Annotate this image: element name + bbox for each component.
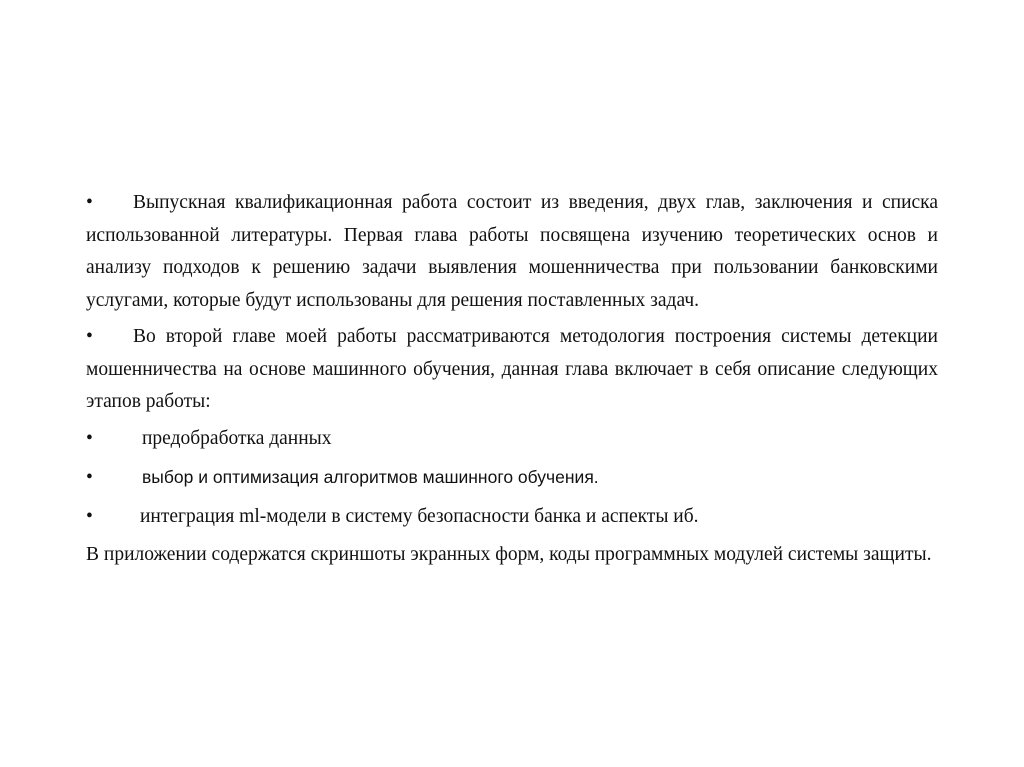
list-item-text: выбор и оптимизация алгоритмов машинного обучения. — [142, 467, 599, 487]
paragraph-appendix: В приложении содержатся скриншоты экранных форм, коды программных модулей системы защиты. — [86, 544, 932, 565]
list-item-text: интеграция ml-модели в систему безопасности банка и аспекты иб. — [140, 505, 699, 527]
paragraph-chapter-two-text: Во второй главе моей работы рассматриваются методология построения системы детекции мошенничества на основе машинного обучения, данная глава включает в себя описание следующих этапов работы: — [86, 326, 938, 412]
paragraph-structure — [86, 187, 938, 317]
list-item-integration — [86, 501, 938, 534]
list-item-algorithms — [86, 461, 938, 495]
bullet-marker: • — [86, 427, 93, 449]
paragraph-chapter-two — [86, 321, 938, 419]
list-item-preprocessing — [86, 423, 938, 456]
list-item-text: предобработка данных — [142, 427, 332, 449]
bullet-marker: • — [86, 326, 93, 347]
slide-content — [86, 187, 938, 572]
bullet-marker: • — [86, 467, 93, 488]
paragraph-structure-text: Выпускная квалификационная работа состоит из введения, двух глав, заключения и списка использованной литературы. Первая глава работы посвящена изучению теоретических основ и анализу подходов к решению задачи выявления мошенничества при пользовании банковскими услугами, которые будут использованы для решения поставленных задач. — [86, 192, 938, 311]
bullet-marker: • — [86, 505, 93, 527]
bullet-marker: • — [86, 192, 93, 213]
